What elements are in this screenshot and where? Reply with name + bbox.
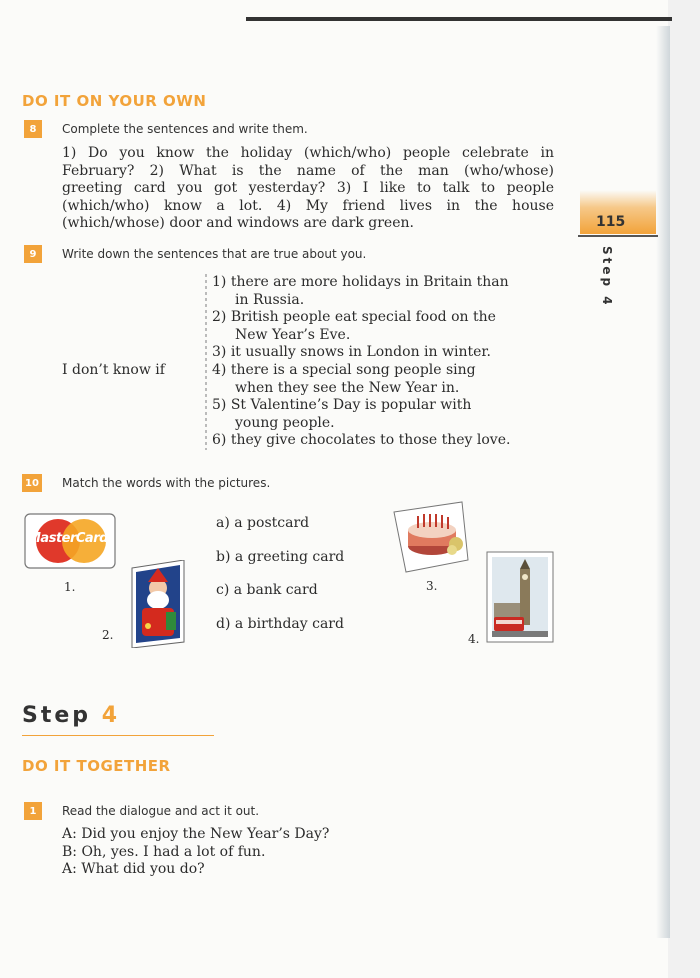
picture-label-4: 4. xyxy=(468,632,480,646)
dialogue-line: B: Oh, yes. I had a lot of fun. xyxy=(62,843,266,860)
side-step-label: Step 4 xyxy=(600,246,614,308)
exercise-8-instruction: Complete the sentences and write them. xyxy=(62,122,308,136)
exercise-number-10: 10 xyxy=(22,474,42,492)
exercise-8-text xyxy=(62,145,554,233)
page-number-rule xyxy=(578,235,658,237)
match-word-c: c) a bank card xyxy=(216,582,318,598)
exercise-9-lead: I don’t know if xyxy=(62,362,165,378)
step-number: 4 xyxy=(101,703,121,728)
postcard-picture xyxy=(486,551,554,643)
exercise-8-line: 1) Do you know the holiday (which/who) people celebrate in xyxy=(62,145,554,161)
exercise-9-line: 1) there are more holidays in Britain than xyxy=(212,274,509,290)
exercise-9-line: New Year’s Eve. xyxy=(235,326,351,343)
page-number: 115 xyxy=(596,214,626,230)
picture-label-3: 3. xyxy=(426,579,438,593)
page-gutter xyxy=(668,0,700,978)
exercise-number-9: 9 xyxy=(24,245,42,263)
exercise-1-instruction: Read the dialogue and act it out. xyxy=(62,804,260,818)
exercise-9-line: 3) it usually snows in London in winter. xyxy=(212,344,491,361)
birthday-card-picture xyxy=(392,500,470,574)
exercise-9-divider xyxy=(205,274,207,450)
step-rule xyxy=(22,735,214,736)
top-rule xyxy=(246,17,672,21)
birthday-cake-icon xyxy=(392,500,470,574)
exercise-10-instruction: Match the words with the pictures. xyxy=(62,476,271,490)
exercise-8-line: February? 2) What is the name of the man (who/whose) xyxy=(62,162,554,179)
exercise-9-line: 2) British people eat special food on the xyxy=(212,309,496,326)
exercise-9-line: young people. xyxy=(235,414,335,431)
section-heading-do-it-together: DO IT TOGETHER xyxy=(22,757,171,775)
exercise-9-list xyxy=(212,274,510,450)
match-word-b: b) a greeting card xyxy=(216,549,345,565)
greeting-card-picture xyxy=(128,560,186,648)
match-word-d: d) a birthday card xyxy=(216,616,344,632)
step-title xyxy=(22,703,120,728)
exercise-9-instruction: Write down the sentences that are true about you. xyxy=(62,247,367,261)
santa-card-icon xyxy=(128,560,186,648)
dialogue-line: A: What did you do? xyxy=(62,861,205,877)
match-word-a: a) a postcard xyxy=(216,515,310,531)
picture-label-2: 2. xyxy=(102,628,114,642)
exercise-number-1: 1 xyxy=(24,802,42,820)
mastercard-logo-text: MasterCard xyxy=(28,531,108,546)
page-edge-shadow xyxy=(656,26,670,938)
exercise-9-line: when they see the New Year in. xyxy=(235,379,460,396)
picture-label-1: 1. xyxy=(64,580,76,594)
exercise-9-line: 6) they give chocolates to those they love. xyxy=(212,432,511,449)
exercise-8-line: (which/who) know a lot. 4) My friend lives in the house xyxy=(62,197,554,214)
exercise-9-line: 5) St Valentine’s Day is popular with xyxy=(212,397,472,414)
dialogue-line: A: Did you enjoy the New Year’s Day? xyxy=(62,826,330,842)
big-ben-postcard-icon xyxy=(486,551,554,643)
mastercard-picture xyxy=(24,513,116,569)
section-heading-do-it-on-your-own: DO IT ON YOUR OWN xyxy=(22,92,207,110)
dialogue-text xyxy=(62,826,329,879)
exercise-8-line: (which/whose) door and windows are dark green. xyxy=(62,215,414,231)
exercise-number-8: 8 xyxy=(24,120,42,138)
exercise-8-line: greeting card you got yesterday? 3) I like to talk to people xyxy=(62,180,554,196)
exercise-9-line: 4) there is a special song people sing xyxy=(212,361,476,378)
step-word: Step xyxy=(22,703,92,728)
exercise-9-line: in Russia. xyxy=(235,291,305,308)
